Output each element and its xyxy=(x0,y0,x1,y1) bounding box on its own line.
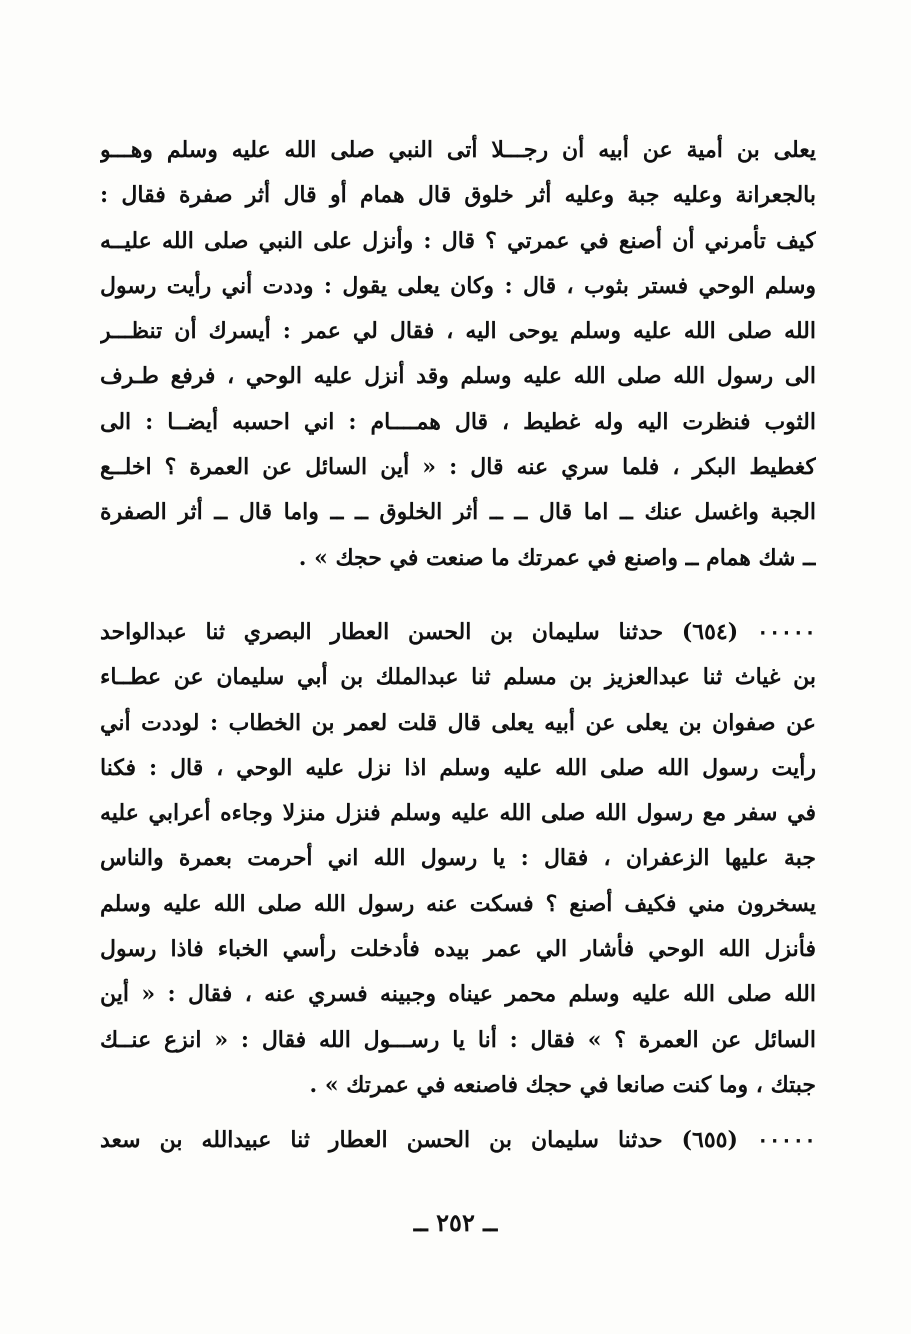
text-line: فأنزل الله الوحي فأشار الي عمر بيده فأدخلت رأسي الخباء فاذا رسول xyxy=(100,936,816,963)
text-line: الثوب فنظرت اليه وله غطيط ، قال همــــام : اني احسبه أيضــا : الى xyxy=(100,408,816,435)
text-line: جبتك ، وما كنت صانعا في حجك فاصنعه في عمرتك » . xyxy=(309,1071,816,1098)
paragraph-2 xyxy=(100,610,816,1108)
text-line: بالجعرانة وعليه جبة وعليه أثر خلوق قال همام أو قال أثر صفرة فقال : xyxy=(100,182,816,209)
text-line: ٠٠٠٠٠ (٦٥٤) حدثنا سليمان بن الحسن العطار البصري ثنا عبدالواحد xyxy=(100,619,816,645)
text-line: جبة عليها الزعفران ، فقال : يا رسول الله اني أحرمت بعمرة والناس xyxy=(100,845,816,872)
text-line: الله صلى الله عليه وسلم يوحى اليه ، فقال لي عمر : أيسرك أن تنظـــر xyxy=(100,318,816,345)
text-line: ٠٠٠٠٠ (٦٥٥) حدثنا سليمان بن الحسن العطار ثنا عبيدالله بن سعد xyxy=(100,1127,816,1153)
text-line: عن صفوان بن يعلى عن أبيه يعلى قال قلت لعمر بن الخطاب : لوددت أني xyxy=(100,709,816,736)
text-line: في سفر مع رسول الله صلى الله عليه وسلم فنزل منزلا وجاءه أعرابي عليه xyxy=(100,800,816,827)
text-line: يعلى بن أمية عن أبيه أن رجـــلا أتى النبي صلى الله عليه وسلم وهـــو xyxy=(100,137,816,163)
text-line: يسخرون مني فكيف أصنع ؟ فسكت عنه رسول الله صلى الله عليه وسلم xyxy=(100,890,816,917)
page-number: ــ ٢٥٢ ــ xyxy=(413,1208,498,1237)
paragraph-1 xyxy=(100,128,816,581)
text-line: الى رسول الله صلى الله عليه وسلم وقد أنزل عليه الوحي ، فرفع طـرف xyxy=(100,363,816,390)
text-line: رأيت رسول الله صلى الله عليه وسلم اذا نزل عليه الوحي ، قال : فكنا xyxy=(100,754,816,781)
text-line: كغطيط البكر ، فلما سري عنه قال : « أين السائل عن العمرة ؟ اخلــع xyxy=(100,454,816,481)
text-line: كيف تأمرني أن أصنع في عمرتي ؟ قال : وأنزل على النبي صلى الله عليــه xyxy=(100,227,816,254)
text-line: وسلم الوحي فستر بثوب ، قال : وكان يعلى يقول : وددت أني رأيت رسول xyxy=(100,272,816,299)
text-line: الجبة واغسل عنك ــ اما قال ــ ــ أثر الخلوق ــ ــ واما قال ــ أثر الصفرة xyxy=(100,499,816,526)
text-line: ــ شك همام ــ واصنع في عمرتك ما صنعت في حجك » . xyxy=(298,544,816,571)
text-line: السائل عن العمرة ؟ » فقال : أنا يا رســـول الله فقال : « انزع عنــك xyxy=(100,1026,816,1053)
paragraph-3 xyxy=(100,1118,816,1163)
text-line: الله صلى الله عليه وسلم محمر عيناه وجبينه فسري عنه ، فقال : « أين xyxy=(100,981,816,1008)
text-line: بن غياث ثنا عبدالعزيز بن مسلم ثنا عبدالملك بن أبي سليمان عن عطــاء xyxy=(100,664,816,691)
